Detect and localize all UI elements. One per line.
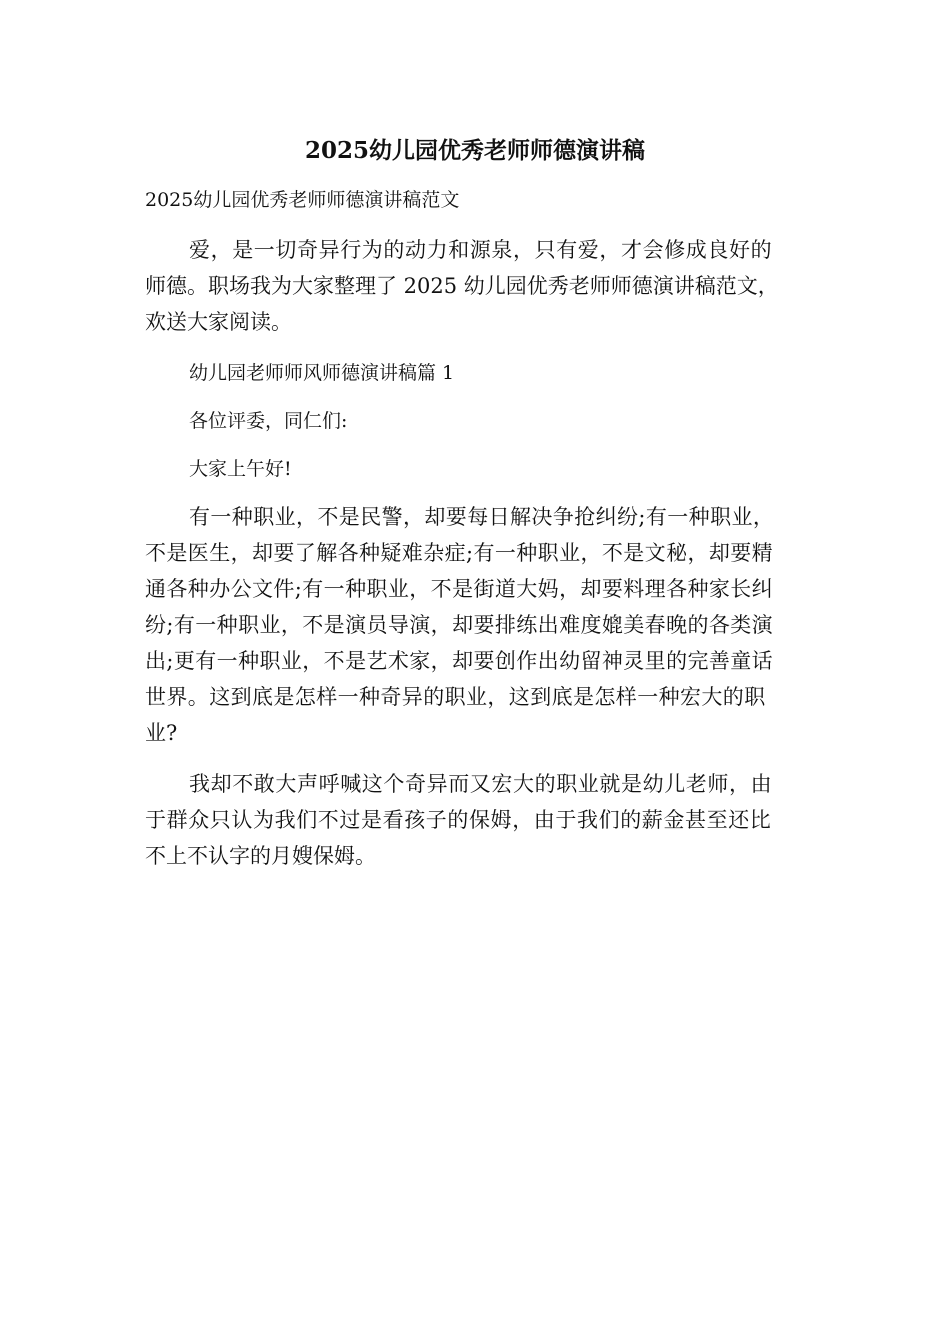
text-line: 世界。这到底是怎样一种奇异的职业，这到底是怎样一种宏大的职 <box>145 685 766 709</box>
text-line: 业? <box>145 721 178 745</box>
document-subtitle: 2025幼儿园优秀老师师德演讲稿范文 <box>145 189 460 211</box>
text-line: 我却不敢大声呼喊这个奇异而又宏大的职业就是幼儿老师，由 <box>189 772 773 796</box>
section-heading: 幼儿园老师师风师德演讲稿篇 1 <box>189 362 455 384</box>
text-line: 师德。职场我为大家整理了 2025 幼儿园优秀老师师德演讲稿范文， <box>145 274 779 298</box>
salutation: 大家上午好! <box>189 458 292 480</box>
body-paragraph-2 <box>145 766 807 874</box>
text-line: 不是医生，却要了解各种疑难杂症;有一种职业，不是文秘，却要精 <box>145 541 774 565</box>
text-line: 欢送大家阅读。 <box>145 310 292 334</box>
document-body <box>145 232 807 874</box>
document-title: 2025幼儿园优秀老师师德演讲稿 <box>304 137 645 164</box>
text-line: 出;更有一种职业，不是艺术家，却要创作出幼留神灵里的完善童话 <box>145 649 774 673</box>
text-line: 有一种职业，不是民警，却要每日解决争抢纠纷;有一种职业， <box>189 505 775 529</box>
text-line: 于群众只认为我们不过是看孩子的保姆，由于我们的薪金甚至还比 <box>145 808 772 832</box>
text-line: 不上不认字的月嫂保姆。 <box>145 844 376 868</box>
text-line: 爱，是一切奇异行为的动力和源泉，只有爱，才会修成良好的 <box>189 238 773 262</box>
body-paragraph-1 <box>145 499 807 751</box>
intro-paragraph <box>145 232 807 340</box>
greeting: 各位评委，同仁们: <box>189 410 348 432</box>
text-line: 通各种办公文件;有一种职业，不是街道大妈，却要料理各种家长纠 <box>145 577 774 601</box>
text-line: 纷;有一种职业，不是演员导演，却要排练出难度媲美春晚的各类演 <box>145 613 774 637</box>
